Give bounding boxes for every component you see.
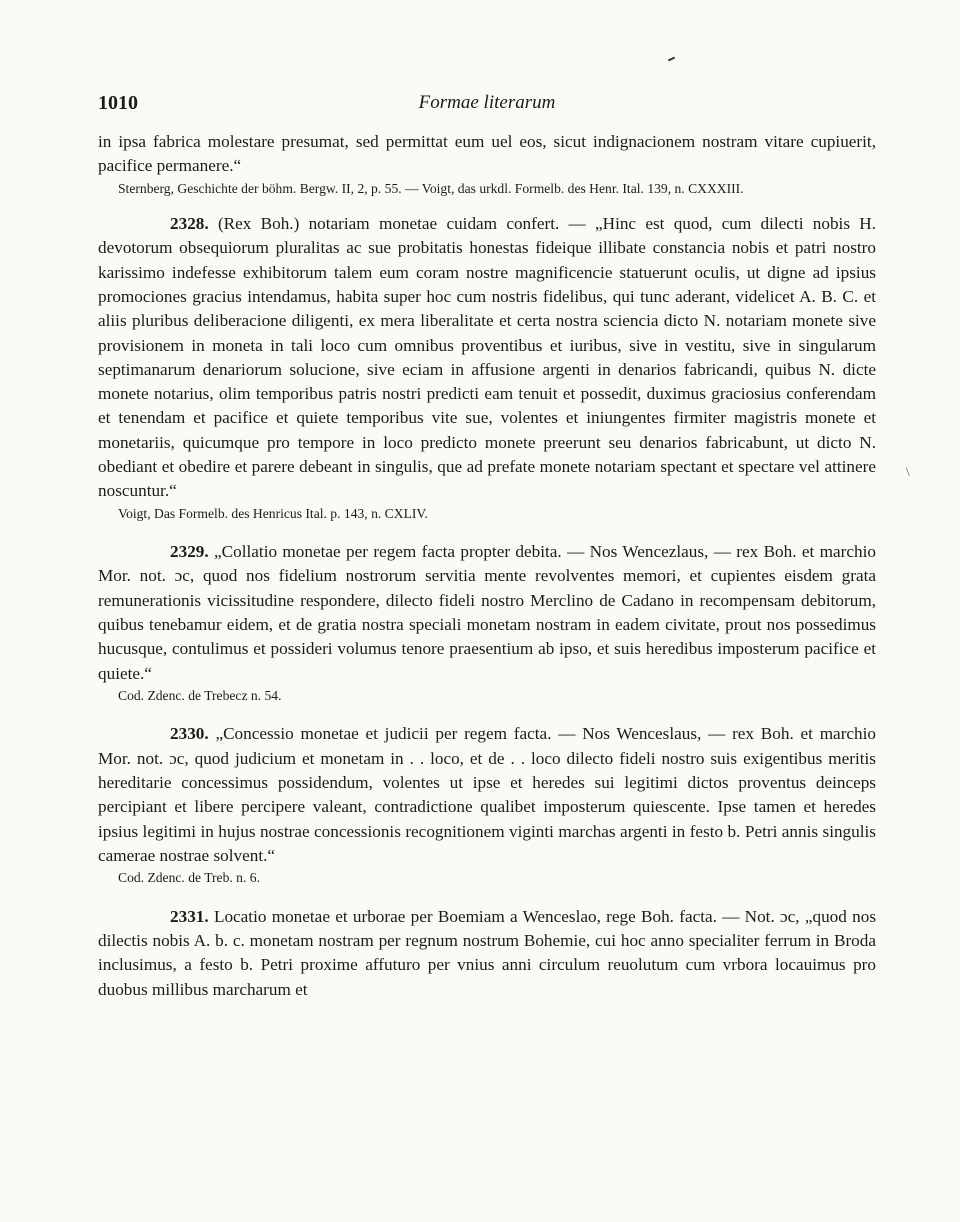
entry-2330 bbox=[98, 722, 876, 868]
page-body bbox=[98, 130, 876, 1002]
stray-mark bbox=[668, 57, 675, 62]
entry-2329 bbox=[98, 540, 876, 686]
entry-source: Voigt, Das Formelb. des Henricus Ital. p. 143, n. CXLIV. bbox=[118, 505, 428, 521]
running-title: Formae literarum bbox=[418, 92, 556, 113]
entry-text: (Rex Boh.) notariam monetae cuidam confert. — „Hinc est quod, cum dilecti nobis H. devotorum obsequiorum pluralitas ac sue probitatis honestas fideique illibate constancia nobis et patri nostro karissimo indefesse exhibitorum talem eum coram nostre magnificencie statuerunt oculis, ut digne ad ipsius promociones gracius intendamus, habita super hoc cum nostris fidelibus, qui tunc aderant, videlicet A. B. C. et aliis pluribus deliberacione diligenti, ex mera liberalitate et certa nostra sciencia dicto N. notariam monete sive provisionem in moneta in tali loco cum omnibus proventibus et iuribus, sive in vestitu, sive in singularum septimanarum denariorum solucione, sive eciam in affusione argenti in denarios fabricandi, quibus N. dicte monete notarius, olim temporibus patris nostri predicti eam tenuit et possedit, duximus graciosius conferendam et tenendam et pacifice et quiete temporibus vite sue, volentes et iniungentes firmiter magistris monete et monetariis, quicumque pro tempore in loco predicto monete preerunt seu denarios fabricabunt, ut dicto N. obediant et obedire et parere debeant in singulis, que ad prefate monete notariam spectant et spectare vel attinere noscuntur.“ bbox=[98, 214, 876, 501]
entry-text: „Collatio monetae per regem facta propter debita. — Nos Wencezlaus, — rex Boh. et marchio Mor. not. ɔc, quod nos fidelium nostrorum servitia mente revolventes memori, et cupientes eisdem grata remunerationis vicissitudine respondere, dilecto fideli nostro Merclino de Cadano in recompensam debitorum, quibus tenebamur eidem, et de gratia nostra speciali monetam nostram in eadem civitate, prout nos possedimus hucusque, contulimus et possideri volumus tenore praesentium ab ipso, et suis heredibus imposterum pacifice et quiete.“ bbox=[98, 542, 876, 683]
entry-text: Locatio monetae et urborae per Boemiam a Wenceslao, rege Boh. facta. — Not. ɔc, „quod nos dilectis nobis A. b. c. monetam nostram per regnum nostrum Bohemie, cui hoc anno specialiter ferrum in Broda inclusimus, a festo b. Petri proxime affuturo per vnius anni circulum reuolutum cum vrbora locauimus pro duobus millibus marcharum et bbox=[98, 906, 877, 999]
entry-text: „Concessio monetae et judicii per regem facta. — Nos Wenceslaus, — rex Boh. et marchio Mor. not. ɔc, quod judicium et monetam in . . loco, et de . . loco dilecto fideli nostro suis exigentibus meritis hereditarie concessimus possidendum, volentes ut ipse et heredes sui legitimi dictos proventus deinceps percipiant et libere percipere valeant, contradictione qualibet imposterum quiescente. Ipse tamen et heredes ipsius legitimi in hujus nostrae concessionis recognitionem viginti marchas argenti in festo b. Petri annis singulis camerae nostrae solvent.“ bbox=[98, 724, 877, 865]
entry-number: 2330. bbox=[170, 724, 209, 744]
continuation-source: Sternberg, Geschichte der böhm. Bergw. II, 2, p. 55. — Voigt, das urkdl. Formelb. des Henr. Ital. 139, n. CXXXIII. bbox=[118, 180, 744, 196]
entry-number: 2329. bbox=[170, 542, 209, 562]
page-header bbox=[98, 92, 876, 120]
entry-2328 bbox=[98, 212, 876, 504]
page-number: 1010 bbox=[98, 92, 138, 114]
continuation-text: in ipsa fabrica molestare presumat, sed permittat eum uel eos, sicut indignacionem nostram vitare cupiuerit, pacifice permanere.“ bbox=[98, 132, 876, 176]
margin-mark: \ bbox=[906, 464, 910, 479]
entry-number: 2328. bbox=[170, 214, 209, 234]
entry-number: 2331. bbox=[170, 906, 209, 926]
entry-source: Cod. Zdenc. de Trebecz n. 54. bbox=[118, 687, 282, 703]
entry-source: Cod. Zdenc. de Treb. n. 6. bbox=[118, 870, 260, 886]
entry-2331 bbox=[98, 905, 876, 1002]
